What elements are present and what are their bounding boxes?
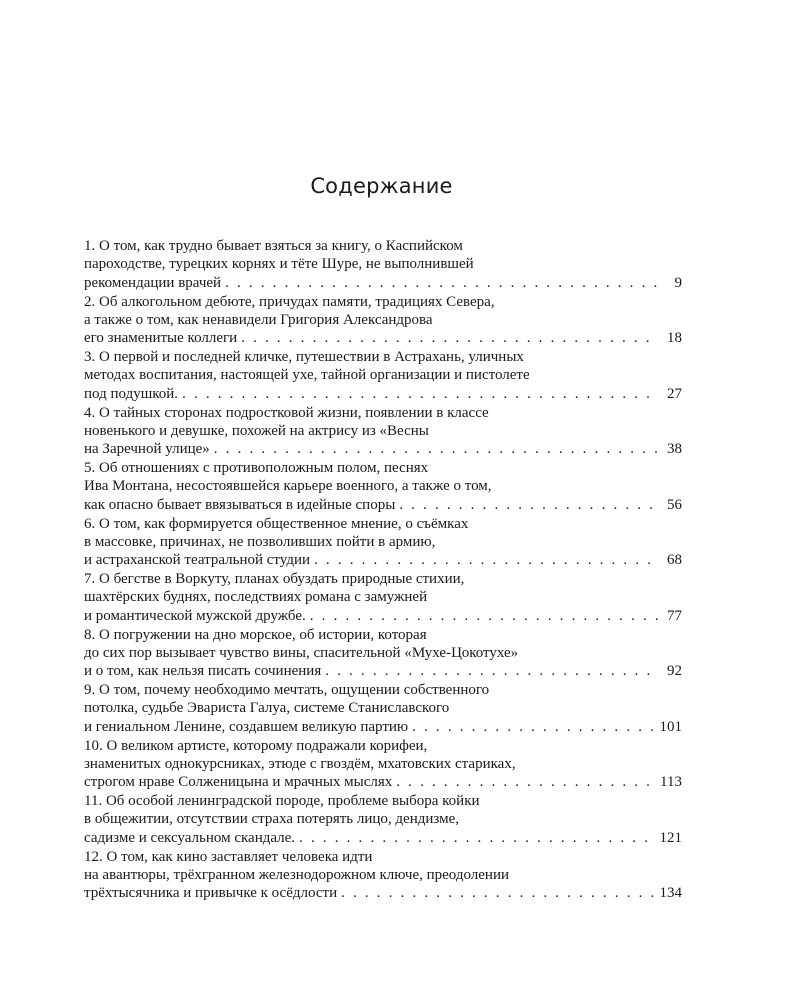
entry-last-line: [84, 274, 682, 292]
entry-line: шахтёрских буднях, последствиях романа с замужней: [84, 589, 428, 606]
entry-line: Ива Монтана, несостоявшейся карьере военного, а также о том,: [84, 478, 492, 495]
entry-line: 12. О том, как кино заставляет человека идти: [84, 848, 373, 865]
toc-entry[interactable]: [84, 404, 682, 460]
entry-last-line: [84, 385, 682, 403]
entry-line: 2. Об алкогольном дебюте, причудах памяти, традициях Севера,: [84, 293, 495, 310]
dot-leader: [310, 607, 658, 625]
entry-line: под подушкой.: [84, 385, 179, 402]
entry-line: 10. О великом артисте, которому подражали корифеи,: [84, 737, 428, 754]
toc-entry[interactable]: [84, 459, 682, 515]
page-number: 134: [659, 885, 682, 902]
toc-entry[interactable]: [84, 681, 682, 737]
entry-line: и о том, как нельзя писать сочинения: [84, 663, 322, 680]
toc-entry[interactable]: [84, 737, 682, 793]
dot-leader: [225, 274, 658, 292]
dot-leader: [182, 385, 658, 403]
toc-entry[interactable]: [84, 293, 682, 349]
toc-entry[interactable]: [84, 515, 682, 571]
page-number: 27: [667, 385, 682, 402]
toc-entry[interactable]: [84, 792, 682, 848]
entry-line: пароходстве, турецких корнях и тёте Шуре, не выполнившей: [84, 256, 474, 273]
dot-leader: [314, 551, 658, 569]
page-number: 77: [667, 607, 682, 624]
dot-leader: [325, 662, 658, 680]
entry-last-line: [84, 773, 682, 791]
entry-line: на Заречной улице»: [84, 441, 210, 458]
entry-line: новенького и девушке, похожей на актрису из «Весны: [84, 422, 429, 439]
entry-line: до сих пор вызывает чувство вины, спасительной «Мухе-Цокотухе»: [84, 644, 519, 661]
toc-entry[interactable]: [84, 570, 682, 626]
dot-leader: [399, 496, 658, 514]
toc-entry[interactable]: [84, 626, 682, 682]
entry-line: методах воспитания, настоящей ухе, тайной организации и пистолете: [84, 367, 530, 384]
entry-last-line: [84, 662, 682, 680]
toc-entry[interactable]: [84, 348, 682, 404]
page-number: 68: [667, 552, 682, 569]
dot-leader: [341, 884, 655, 902]
entry-line: 4. О тайных сторонах подростковой жизни, появлении в классе: [84, 404, 489, 421]
page-number: 121: [659, 829, 682, 846]
entry-line: 7. О бегстве в Воркуту, планах обуздать природные стихии,: [84, 571, 465, 587]
entry-line: его знаменитые коллеги: [84, 330, 238, 347]
dot-leader: [396, 773, 656, 791]
toc-entry[interactable]: [84, 848, 682, 904]
entry-last-line: [84, 440, 682, 458]
entry-line: 1. О том, как трудно бывает взяться за книгу, о Каспийском: [84, 238, 463, 254]
entry-line: рекомендации врачей: [84, 274, 222, 291]
page-number: 9: [674, 274, 682, 291]
page-number: 101: [659, 718, 682, 735]
entry-line: 11. Об особой ленинградской породе, проблеме выбора койки: [84, 793, 480, 809]
entry-line: 3. О первой и последней кличке, путешествии в Астрахань, уличных: [84, 349, 524, 365]
entry-last-line: [84, 607, 682, 625]
entry-line: на авантюры, трёхгранном железнодорожном ключе, преодолении: [84, 866, 510, 883]
entry-last-line: [84, 718, 682, 736]
entry-last-line: [84, 496, 682, 514]
entry-line: и романтической мужской дружбе.: [84, 607, 306, 624]
entry-line: как опасно бывает ввязываться в идейные споры: [84, 496, 396, 513]
entry-last-line: [84, 884, 682, 902]
entry-last-line: [84, 551, 682, 569]
entry-line: трёхтысячника и привычке к осёдлости: [84, 885, 338, 902]
entry-last-line: [84, 829, 682, 847]
entry-line: строгом нраве Солженицына и мрачных мыслях: [84, 774, 393, 791]
dot-leader: [214, 440, 658, 458]
entry-line: 8. О погружении на дно морское, об истории, которая: [84, 626, 427, 643]
toc-list: [84, 237, 682, 903]
entry-line: знаменитых однокурсниках, этюде с гвоздём, мхатовских стариках,: [84, 755, 516, 772]
entry-line: и астраханской театральной студии: [84, 552, 311, 569]
entry-line: потолка, судьбе Эвариста Галуа, системе Станиславского: [84, 700, 450, 717]
entry-line: 6. О том, как формируется общественное мнение, о съёмках: [84, 515, 469, 532]
page-number: 38: [667, 441, 682, 458]
entry-line: а также о том, как ненавидели Григория Александрова: [84, 311, 433, 328]
dot-leader: [412, 718, 655, 736]
page-number: 113: [660, 774, 682, 791]
entry-line: садизме и сексуальном скандале.: [84, 829, 296, 846]
entry-last-line: [84, 329, 682, 347]
entry-line: 9. О том, почему необходимо мечтать, ощущении собственного: [84, 682, 490, 698]
dot-leader: [299, 829, 655, 847]
entry-line: в общежитии, отсутствии страха потерять лицо, дендизме,: [84, 811, 459, 828]
toc-title: Содержание: [310, 174, 453, 198]
entry-line: и гениальном Ленине, создавшем великую партию: [84, 718, 409, 735]
page-number: 56: [667, 496, 682, 513]
toc-entry[interactable]: [84, 237, 682, 293]
page-number: 18: [667, 330, 682, 347]
dot-leader: [241, 329, 658, 347]
entry-line: 5. Об отношениях с противоположным полом, песнях: [84, 460, 429, 476]
page-number: 92: [667, 663, 682, 680]
entry-line: в массовке, причинах, не позволивших пойти в армию,: [84, 533, 436, 550]
